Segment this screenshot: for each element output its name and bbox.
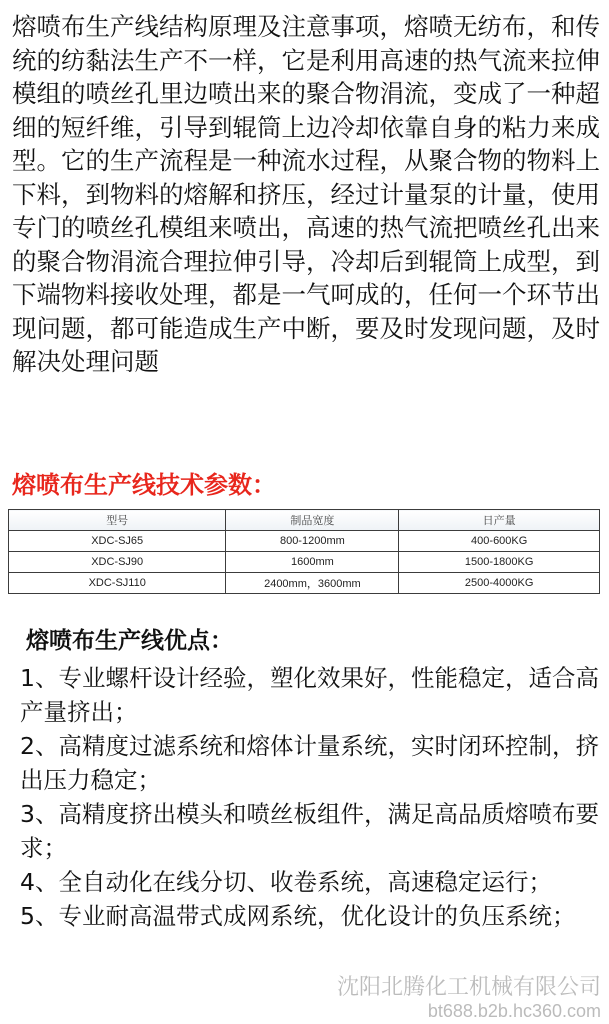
header-model: 型号 bbox=[9, 510, 226, 531]
table-row bbox=[9, 531, 600, 552]
table-row bbox=[9, 573, 600, 594]
cell-daily-output: 2500-4000KG bbox=[399, 573, 600, 594]
cell-model: XDC-SJ90 bbox=[9, 552, 226, 573]
list-item: 5、专业耐高温带式成网系统，优化设计的负压系统； bbox=[20, 902, 576, 930]
list-item: 4、全自动化在线分切、收卷系统，高速稳定运行； bbox=[20, 868, 552, 896]
advantages-list bbox=[20, 661, 600, 933]
cell-daily-output: 1500-1800KG bbox=[399, 552, 600, 573]
watermark-url: bt688.b2b.hc360.com bbox=[427, 1001, 601, 1021]
spec-table-header-row bbox=[9, 510, 600, 531]
cell-width: 1600mm bbox=[226, 552, 399, 573]
header-daily-output: 日产量 bbox=[399, 510, 600, 531]
table-row bbox=[9, 552, 600, 573]
cell-width: 2400mm，3600mm bbox=[226, 573, 399, 594]
watermark bbox=[337, 974, 601, 1022]
list-item: 1、专业螺杆设计经验，塑化效果好，性能稳定，适合高产量挤出； bbox=[20, 664, 599, 726]
cell-model: XDC-SJ65 bbox=[9, 531, 226, 552]
intro-paragraph: 熔喷布生产线结构原理及注意事项，熔喷无纺布，和传统的纺黏法生产不一样，它是利用高速的热气流来拉伸模组的喷丝孔里边喷出来的聚合物涓流，变成了一种超细的短纤维，引导到辊筒上边冷却依靠自身的粘力来成型。它的生产流程是一种流水过程，从聚合物的物料上下料，到物料的熔解和挤压，经过计量泵的计量，使用专门的喷丝孔模组来喷出，高速的热气流把喷丝孔出来的聚合物涓流合理拉伸引导，冷却后到辊筒上成型，到下端物料接收处理，都是一气呵成的，任何一个环节出现问题，都可能造成生产中断，要及时发现问题，及时解决处理问题 bbox=[12, 12, 600, 376]
watermark-company: 沈阳北腾化工机械有限公司 bbox=[336, 974, 601, 999]
cell-model: XDC-SJ110 bbox=[9, 573, 226, 594]
list-item: 3、高精度挤出模头和喷丝板组件，满足高品质熔喷布要求； bbox=[20, 800, 599, 862]
specs-title: 熔喷布生产线技术参数： bbox=[12, 471, 276, 499]
cell-daily-output: 400-600KG bbox=[399, 531, 600, 552]
cell-width: 800-1200mm bbox=[226, 531, 399, 552]
list-item: 2、高精度过滤系统和熔体计量系统，实时闭环控制，挤出压力稳定； bbox=[20, 732, 599, 794]
header-width: 制品宽度 bbox=[226, 510, 399, 531]
advantages-title: 熔喷布生产线优点： bbox=[26, 628, 233, 654]
spec-table bbox=[8, 509, 600, 594]
